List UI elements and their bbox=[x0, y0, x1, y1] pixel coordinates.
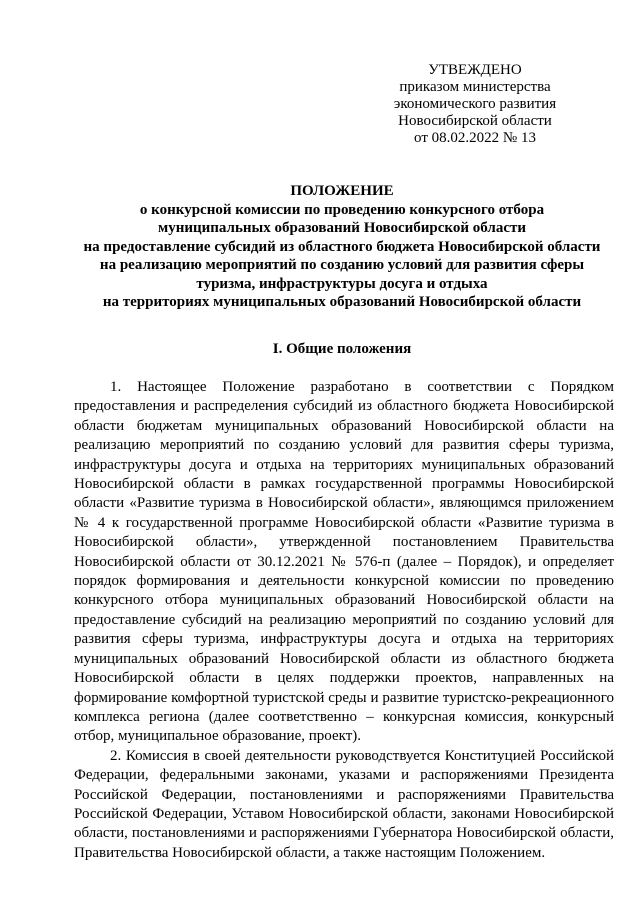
title-line: ПОЛОЖЕНИЕ bbox=[290, 183, 394, 199]
approval-stamp bbox=[370, 62, 580, 147]
title-line: туризма, инфраструктуры досуга и отдыха bbox=[196, 275, 488, 292]
title-line: муниципальных образований Новосибирской области bbox=[158, 220, 526, 236]
title-line: на реализацию мероприятий по созданию условий для развития сферы bbox=[99, 257, 585, 273]
title-line: о конкурсной комиссии по проведению конкурсного отбора bbox=[139, 201, 545, 218]
title-line: на территориях муниципальных образований Новосибирской области bbox=[102, 294, 582, 310]
paragraph: 2. Комиссия в своей деятельности руководствуется Конституцией Российской Федерации, федеральными законами, указами и распоряжениями Президента Российской Федерации, постановлениями и распоряжениями Правительства Российской Федерации, Уставом Новосибирской области, законами Новосибирской области, постановлениями и распоряжениями Губернатора Новосибирской области, Правительства Новосибирской области, а также настоящим Положением. bbox=[74, 747, 614, 861]
approval-line: приказом министерства bbox=[399, 79, 551, 95]
approval-line: УТВЕЖДЕНО bbox=[428, 62, 522, 78]
approval-line: экономического развития bbox=[393, 96, 557, 112]
approval-line: от 08.02.2022 № 13 bbox=[414, 130, 536, 146]
section-body bbox=[74, 378, 614, 863]
paragraph: 1. Настоящее Положение разработано в соответствии с Порядком предоставления и распределения субсидий из областного бюджета Новосибирской области бюджетам муниципальных образований Новосибирской области на реализацию мероприятий по созданию условий для развития сферы туризма, инфраструктуры досуга и отдыха на территориях муниципальных образований Новосибирской области в рамках государственной программы Новосибирской области «Развитие туризма в Новосибирской области», являющимся приложением № 4 к государственной программе Новосибирской области «Развитие туризма в Новосибирской области», утвержденной постановлением Правительства Новосибирской области от 30.12.2021 № 576-п (далее – Порядок), и определяет порядок формирования и деятельности конкурсной комиссии по проведению конкурсного отбора муниципальных образований Новосибирской области на предоставление субсидий на реализацию мероприятий по созданию условий для развития сферы туризма, инфраструктуры досуга и отдыха на территориях муниципальных образований Новосибирской области из областного бюджета Новосибирской области в целях поддержки проектов, направленных на формирование комфортной туристской среды и развитие туристско-рекреационного комплекса региона (далее соответственно – конкурсная комиссия, конкурсный отбор, муниципальное образование, проект). bbox=[74, 379, 614, 745]
title-line: на предоставление субсидий из областного бюджета Новосибирской области bbox=[83, 238, 601, 255]
section-heading: I. Общие положения bbox=[272, 341, 412, 357]
document-title bbox=[66, 182, 618, 312]
approval-line: Новосибирской области bbox=[398, 113, 552, 129]
